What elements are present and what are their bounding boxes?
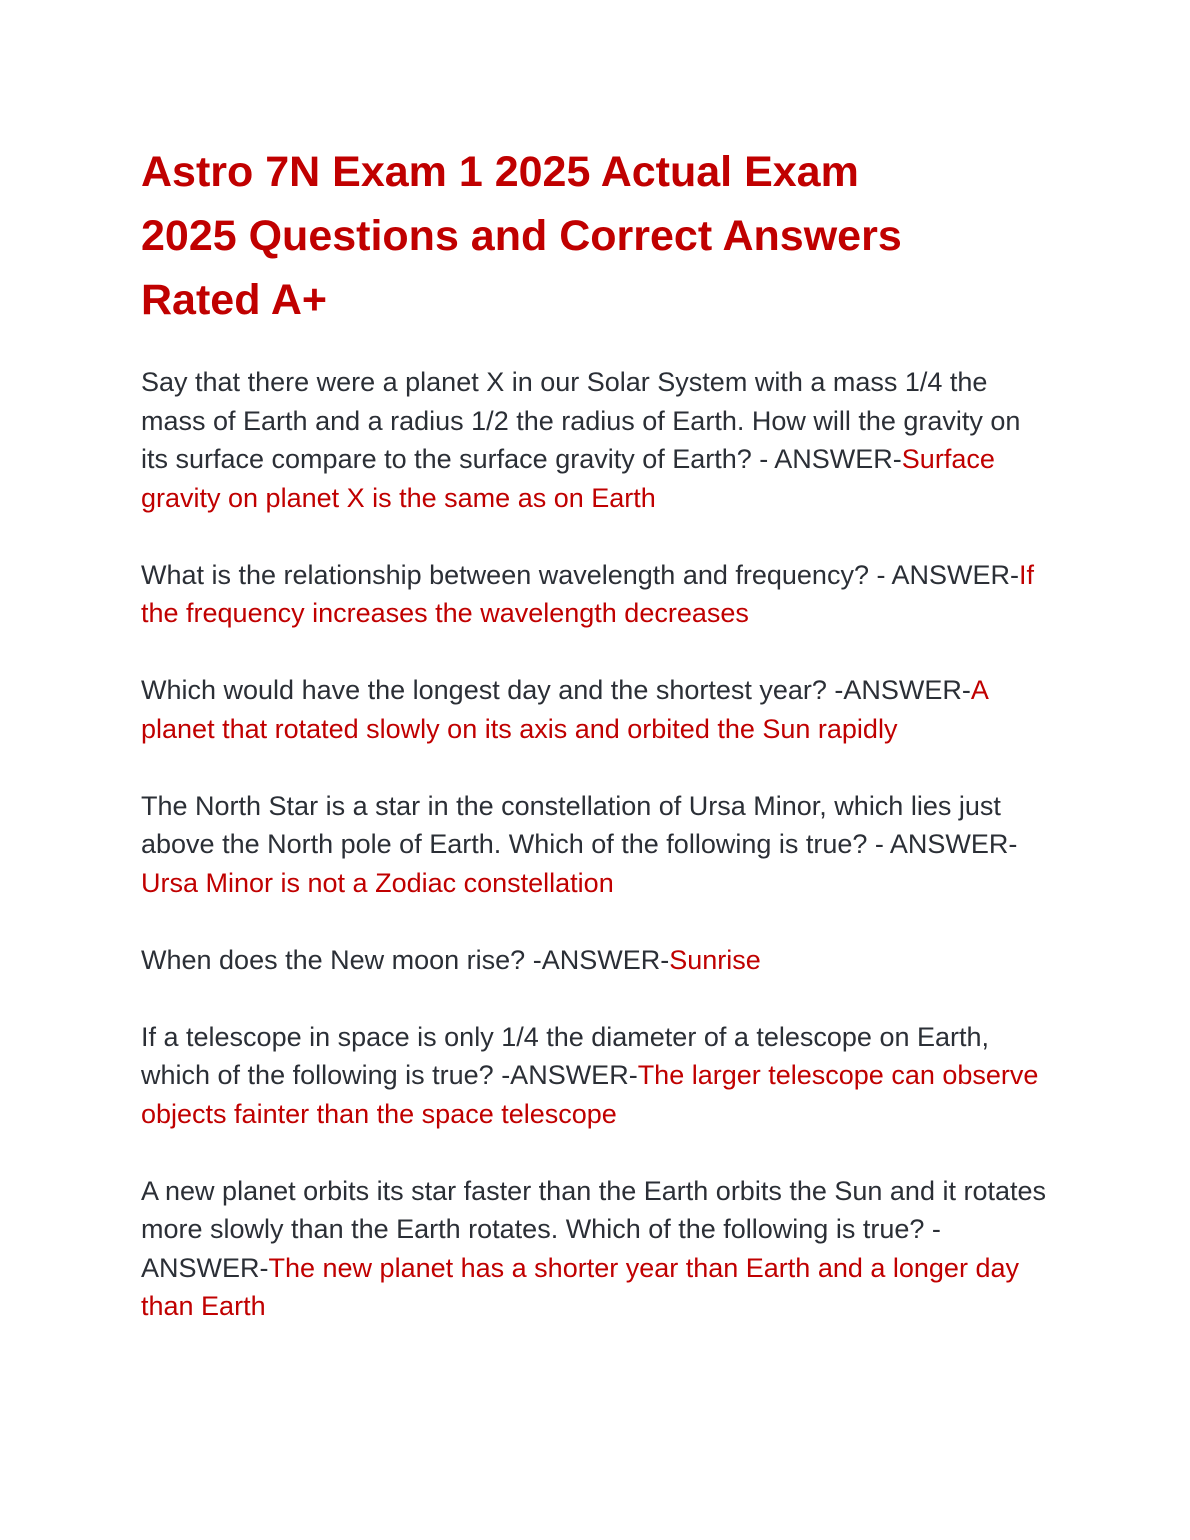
qa-item-7 [141, 1172, 1046, 1326]
question-text: The North Star is a star in the constellation of Ursa Minor, which lies just above the North pole of Earth. Which of the following is true? - ANSWER- [141, 790, 1018, 859]
question-text: What is the relationship between wavelength and frequency? - ANSWER- [141, 559, 1019, 590]
qa-item-3 [141, 671, 1046, 748]
answer-text: Ursa Minor is not a Zodiac constellation [141, 867, 614, 898]
answer-text: If the frequency increases the wavelength decreases [141, 559, 1034, 628]
question-text: Say that there were a planet X in our Solar System with a mass 1/4 the mass of Earth and a radius 1/2 the radius of Earth. How will the gravity on its surface compare to the surface gravity of Earth? - ANSWER- [141, 367, 1021, 474]
qa-item-1 [141, 363, 1046, 517]
qa-item-5 [141, 941, 1046, 980]
title-line-2: 2025 Questions and Correct Answers [141, 212, 902, 260]
qa-item-4 [141, 787, 1046, 903]
answer-text: The larger telescope can observe objects fainter than the space telescope [141, 1060, 1039, 1129]
question-text: Which would have the longest day and the shortest year? -ANSWER- [141, 675, 971, 705]
answer-text: Surface gravity on planet X is the same as on Earth [141, 444, 995, 513]
answer-text: Sunrise [669, 944, 761, 975]
answer-text: A planet that rotated slowly on its axis and orbited the Sun rapidly [141, 675, 988, 744]
question-text: A new planet orbits its star faster than the Earth orbits the Sun and it rotates more slowly than the Earth rotates. Which of the following is true? -ANSWER- [141, 1175, 1047, 1283]
title-line-3: Rated A+ [141, 276, 327, 324]
qa-item-2 [141, 556, 1046, 633]
qa-list [141, 363, 1046, 1364]
title-line-1: Astro 7N Exam 1 2025 Actual Exam [141, 148, 859, 196]
document-title [141, 140, 1041, 332]
question-text: When does the New moon rise? -ANSWER- [141, 944, 670, 975]
answer-text: The new planet has a shorter year than Earth and a longer day than Earth [141, 1252, 1019, 1321]
question-text: If a telescope in space is only 1/4 the diameter of a telescope on Earth, which of the following is true? -ANSWER- [141, 1021, 990, 1090]
qa-item-6 [141, 1018, 1046, 1134]
